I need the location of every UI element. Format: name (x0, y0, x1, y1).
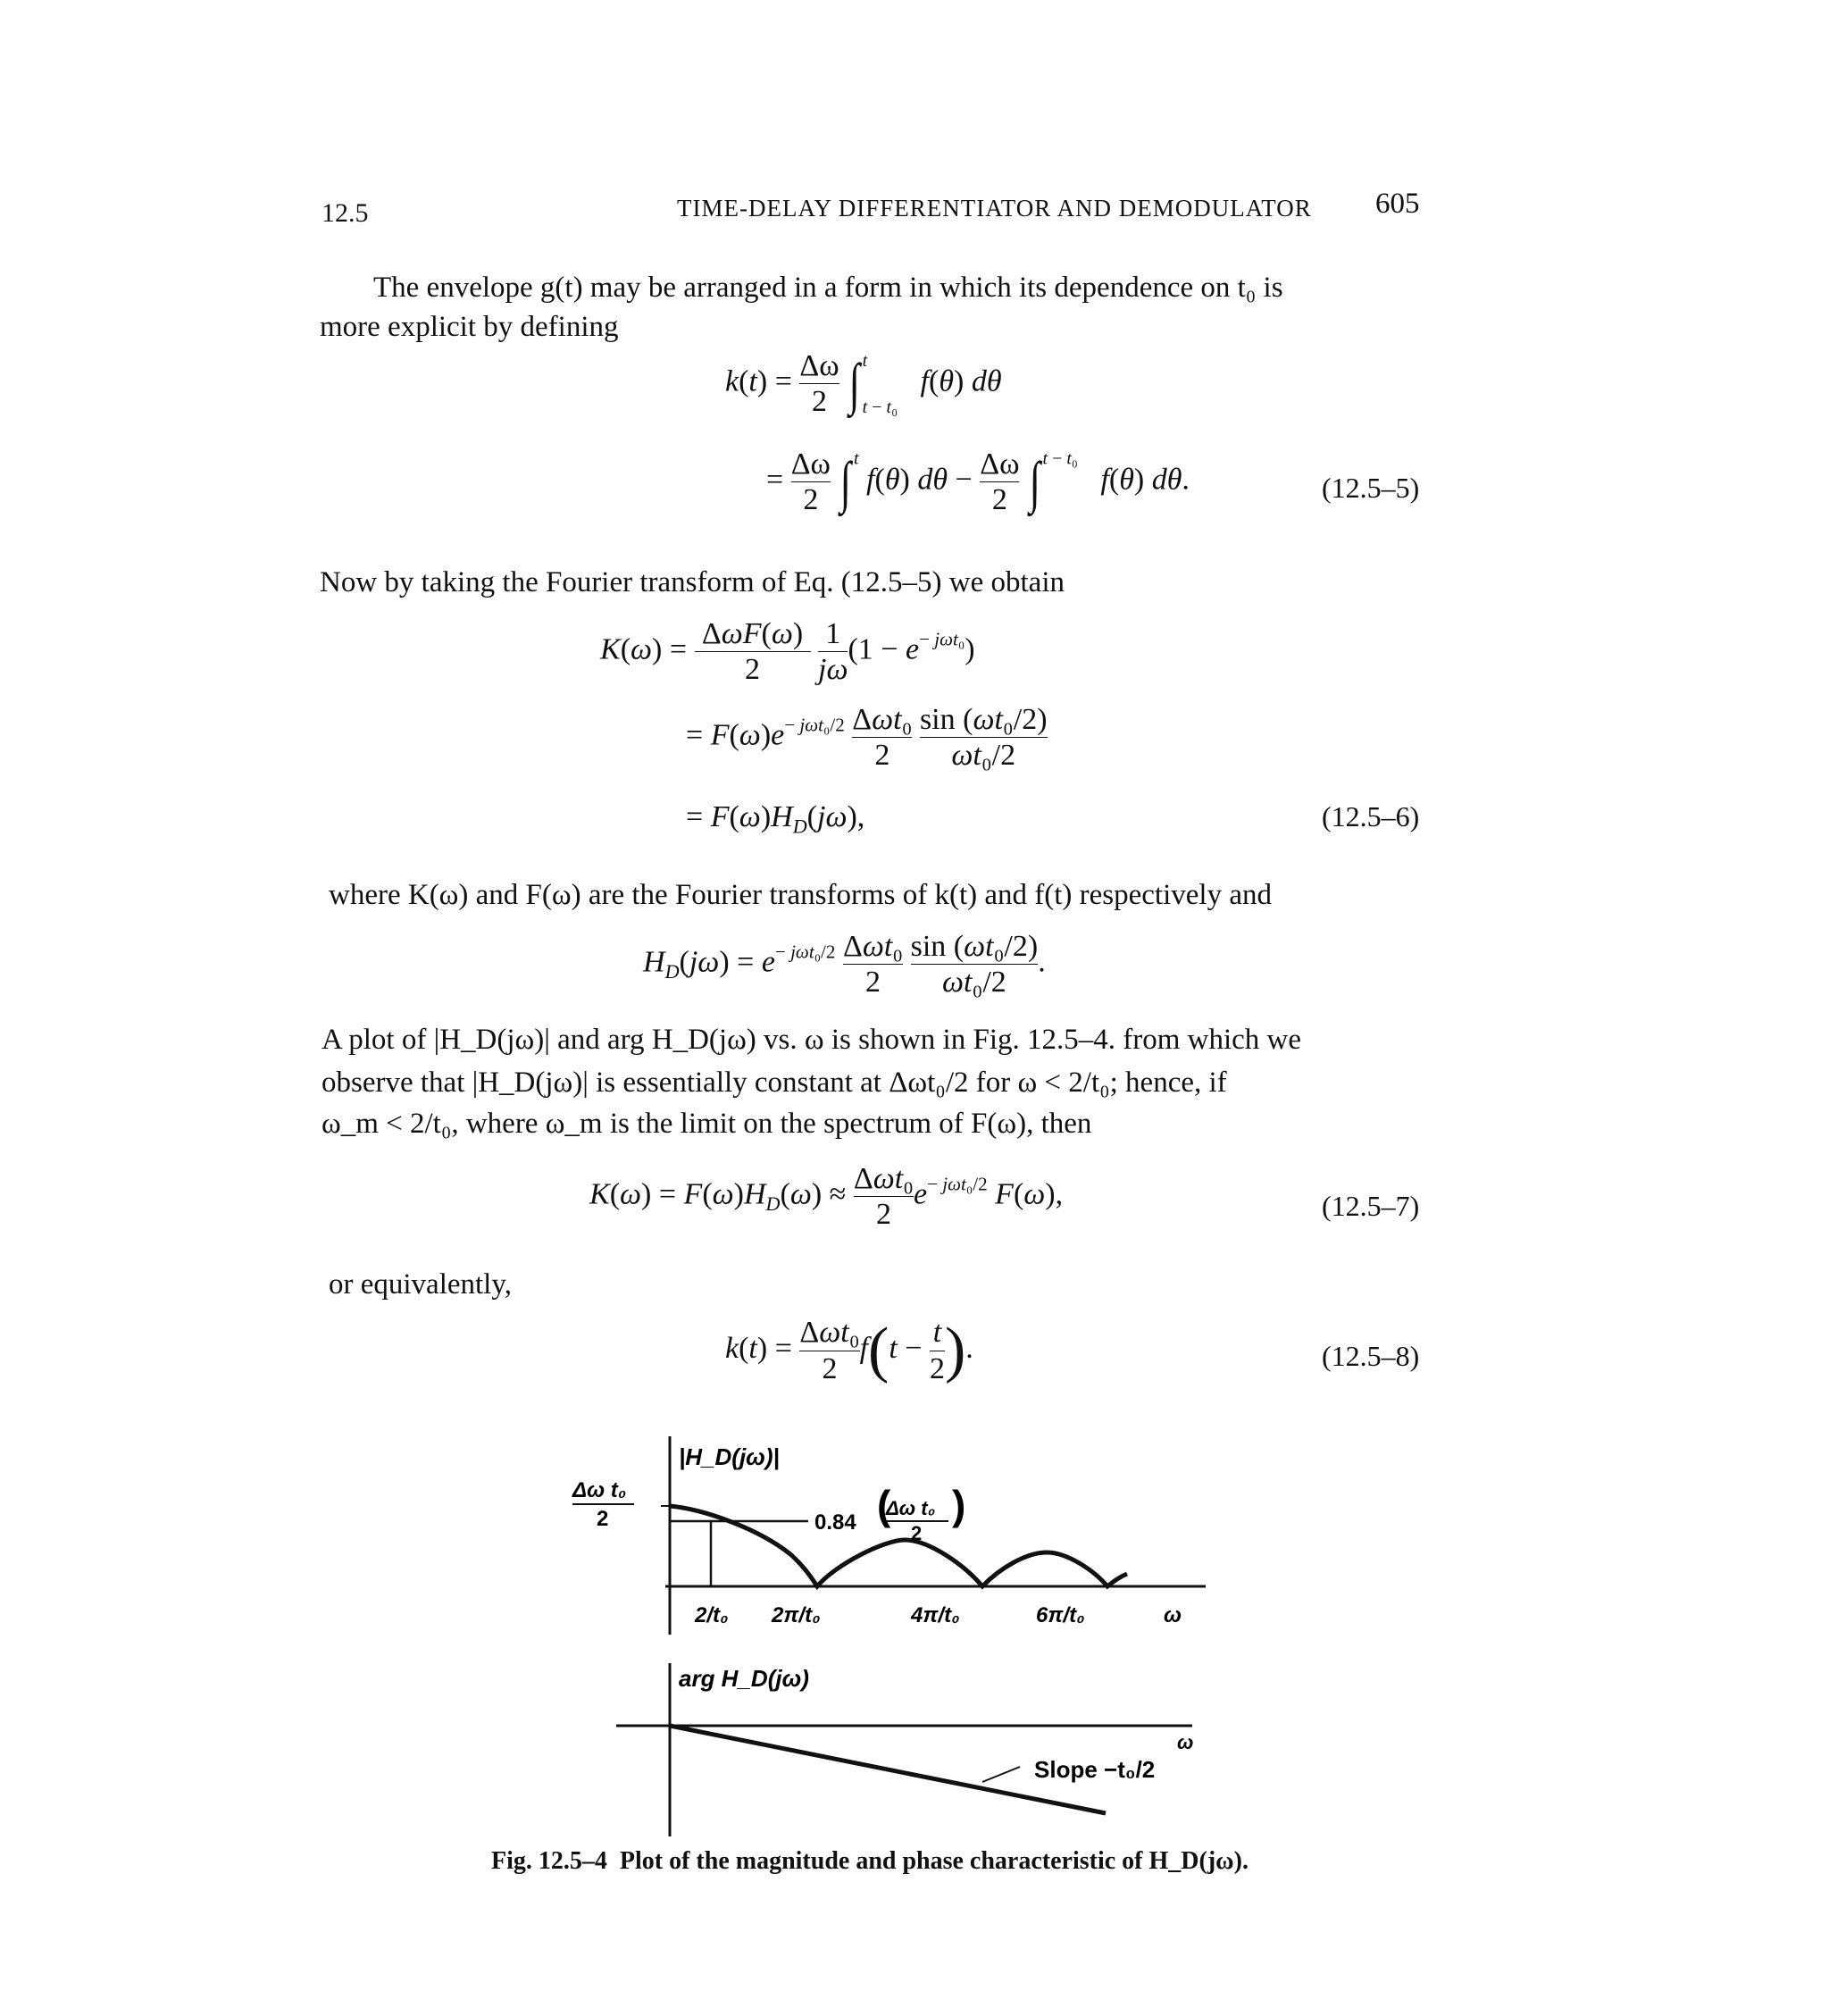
paragraph-1-line-2: more explicit by defining (320, 311, 619, 343)
figure-caption (491, 1847, 1249, 1876)
level-factor-numerator: Δω t₀ (886, 1497, 936, 1519)
paragraph-1-line-1: The envelope g(t) may be arranged in a form in which its dependence on t₀ is (373, 272, 1283, 304)
equation-12-5-7: $K(\omega) = F(\omega)H_D(\omega)$ ≈ $\frac{\text{Δωt₀}}{2}$ $e^{- j\omega t_0/2}$ F(ω), (589, 1162, 1064, 1232)
paragraph-4-line-2: observe that |H_D(jω)| is essentially constant at Δωt₀/2 for ω < 2/t₀; hence, if (322, 1067, 1227, 1099)
page-number: 605 (1375, 188, 1420, 220)
mag-xaxis-label: ω (1164, 1603, 1182, 1627)
level-paren-close: ) (952, 1482, 966, 1528)
equation-12-5-6-line-1: K(ω) = $\frac{\text{ΔωF(ω)}}{2}$ $\frac{1}{j\omega}$ $(1 - e^{- j\omega t_0})$ (600, 617, 975, 687)
equation-number-12-5-6: (12.5–6) (1322, 800, 1420, 832)
equation-12-5-6-line-2: = $F(\omega)e^{- j\omega t_0/2}$ $\frac{\text{Δωt₀}}{2}$ $\frac{\text{sin (ωt₀/2)}}{\text{ωt₀/2}}$ (686, 703, 1048, 773)
paragraph-3: where K(ω) and F(ω) are the Fourier transforms of k(t) and f(t) respectively and (329, 879, 1272, 911)
equation-12-5-8: k(t) = $\frac{\text{Δωt₀}}{2}$ f(t − $\frac{t}{2}$ ). (725, 1316, 973, 1385)
xtick-2pi-over-t0: 2π/t₀ (772, 1603, 821, 1627)
mag-ytick-denominator: 2 (597, 1507, 609, 1531)
mag-ylabel: |H_D(jω)| (679, 1443, 780, 1470)
running-title: TIME-DELAY DIFFERENTIATOR AND DEMODULATOR (677, 195, 1312, 222)
level-label: 0.84 (814, 1510, 856, 1535)
phase-ylabel: arg H_D(jω) (679, 1665, 809, 1692)
paragraph-4-line-3: ω_m < 2/t₀, where ω_m is the limit on the spectrum of F(ω), then (322, 1108, 1092, 1140)
xtick-2-over-t0: 2/t₀ (695, 1603, 729, 1627)
section-number: 12.5 (322, 198, 369, 228)
equation-hd-definition: $H_D(j\omega) = e^{- j\omega t_0/2}$ $\frac{\text{Δωt₀}}{2}$ $\frac{\text{sin (ωt₀/2)}}{\text{ωt₀/2}}$ . (643, 930, 1046, 1000)
caption-text: Plot of the magnitude and phase characteristic of H_D(jω). (619, 1847, 1249, 1875)
paragraph-2: Now by taking the Fourier transform of Eq. (12.5–5) we obtain (320, 566, 1065, 598)
equation-12-5-5-line-2: = $\frac{\Delta\omega}{2}$ ∫ $^t$ f(θ) dθ − $\frac{\Delta\omega}{2}$ ∫ $^{t - t_0}$ f(θ) dθ. (766, 448, 1190, 517)
level-paren-open: ( (877, 1482, 891, 1528)
level-factor-denominator: 2 (911, 1522, 923, 1544)
xtick-6pi-over-t0: 6π/t₀ (1036, 1603, 1085, 1627)
equation-12-5-5-line-1: k(t) = $\frac{\Delta\omega}{2}$ ∫ t t − t₀ f(θ) dθ (725, 349, 1002, 419)
mag-ytick-numerator: Δω t₀ (572, 1478, 627, 1502)
equation-number-12-5-7: (12.5–7) (1322, 1190, 1420, 1222)
slope-label: Slope −t₀/2 (1034, 1756, 1156, 1783)
equation-number-12-5-8: (12.5–8) (1322, 1340, 1420, 1372)
equation-number-12-5-5: (12.5–5) (1322, 472, 1420, 504)
phase-xaxis-label: ω (1177, 1731, 1194, 1753)
paragraph-5: or equivalently, (329, 1268, 512, 1301)
paragraph-4-line-1: A plot of |H_D(jω)| and arg H_D(jω) vs. ω is shown in Fig. 12.5–4. from which we (322, 1024, 1302, 1056)
caption-number: Fig. 12.5–4 (491, 1847, 607, 1875)
slope-leader (982, 1767, 1020, 1782)
xtick-4pi-over-t0: 4π/t₀ (911, 1603, 960, 1627)
figure-12-5-4 (536, 1420, 1215, 1867)
equation-12-5-6-line-3: = $F(\omega)H_D(j\omega)$, (686, 800, 865, 838)
